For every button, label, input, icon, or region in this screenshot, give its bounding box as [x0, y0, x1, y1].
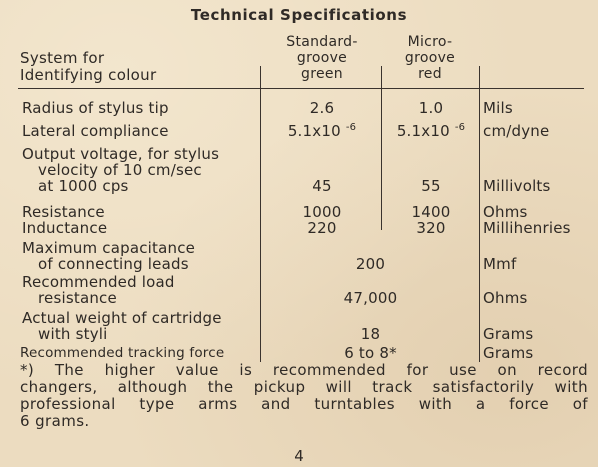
- spec-label: Resistance: [22, 203, 105, 221]
- footnote-line: 6 grams.: [20, 412, 90, 430]
- spec-value-micro: 1400: [411, 203, 451, 221]
- spec-value-mantissa: 5.1x10: [396, 122, 450, 140]
- spec-label: Recommended tracking force: [20, 345, 225, 361]
- spec-label: Lateral compliance: [22, 122, 169, 140]
- spec-value-standard: 1000: [302, 203, 342, 221]
- spec-value-standard: [262, 123, 382, 139]
- header-micro-groove: [380, 34, 480, 82]
- spec-value-micro: 55: [421, 177, 441, 195]
- spec-value-exponent: -6: [454, 122, 466, 133]
- header-col1-line3: green: [301, 66, 343, 82]
- column-divider-1: [260, 66, 261, 362]
- spec-value-standard: 45: [312, 177, 332, 195]
- column-divider-3: [479, 66, 480, 362]
- spec-label: Inductance: [22, 219, 108, 237]
- spec-unit: Grams: [483, 325, 534, 343]
- spec-unit: Mils: [483, 99, 513, 117]
- spec-label: [22, 274, 175, 306]
- spec-label-line: resistance: [38, 289, 117, 307]
- spec-label: [22, 146, 219, 194]
- spec-label-line: Recommended load: [22, 273, 175, 291]
- header-divider: [18, 88, 584, 89]
- header-col2-line3: red: [418, 66, 442, 82]
- spec-unit: Grams: [483, 344, 534, 362]
- spec-unit: cm/dyne: [483, 122, 550, 140]
- spec-label-line: Output voltage, for stylus: [22, 145, 220, 163]
- footnote-line: professional type arms and turntables with a force of: [20, 395, 588, 413]
- spec-value-standard: 2.6: [309, 99, 335, 117]
- header-standard-groove: [262, 34, 382, 82]
- spec-label: Radius of stylus tip: [22, 99, 169, 117]
- footnote: [20, 362, 588, 430]
- header-system-label: [20, 50, 156, 84]
- page-number: 4: [294, 447, 304, 465]
- spec-value-shared: 200: [355, 255, 386, 273]
- header-col1-line2: groove: [296, 50, 348, 66]
- spec-value-shared: 6 to 8*: [344, 344, 397, 362]
- header-system-line1: System for: [20, 49, 105, 67]
- spec-label: [22, 240, 195, 272]
- spec-value-mantissa: 5.1x10: [287, 122, 341, 140]
- spec-label-line: Maximum capacitance: [22, 239, 196, 257]
- footnote-line: changers, although the pickup will track satisfactorily with: [20, 378, 588, 396]
- spec-unit: Millivolts: [483, 177, 551, 195]
- page-title: Technical Specifications: [190, 6, 408, 24]
- spec-unit: Ohms: [483, 289, 528, 307]
- footnote-line: *) The higher value is recommended for use on record: [20, 361, 588, 379]
- spec-label-line: with styli: [38, 325, 108, 343]
- spec-label: [22, 310, 222, 342]
- spec-label-line: velocity of 10 cm/sec: [38, 161, 202, 179]
- spec-unit: Millihenries: [483, 219, 571, 237]
- header-col2-line2: groove: [404, 50, 456, 66]
- spec-unit: Mmf: [483, 255, 517, 273]
- spec-label-line: Actual weight of cartridge: [22, 309, 222, 327]
- spec-label-line: of connecting leads: [38, 255, 189, 273]
- spec-label-line: at 1000 cps: [38, 177, 129, 195]
- header-col2-line1: Micro-: [407, 34, 453, 50]
- header-col1-line1: Standard-: [286, 34, 358, 50]
- spec-value-standard: 220: [307, 219, 337, 237]
- spec-unit: Ohms: [483, 203, 528, 221]
- spec-value-exponent: -6: [345, 122, 357, 133]
- spec-value-shared: 47,000: [343, 289, 398, 307]
- header-system-line2: Identifying colour: [20, 66, 157, 84]
- spec-value-micro: 1.0: [418, 99, 444, 117]
- spec-value-shared: 18: [360, 325, 381, 343]
- spec-value-micro: 320: [416, 219, 446, 237]
- spec-value-micro: [383, 123, 479, 139]
